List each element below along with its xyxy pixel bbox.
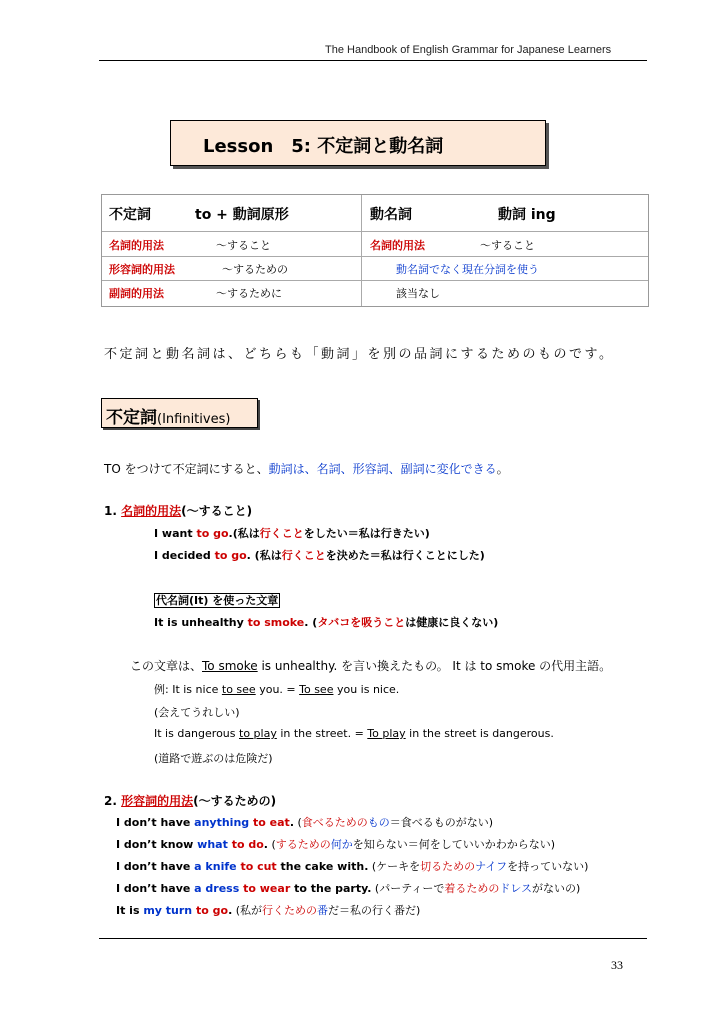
lesson-title: Lesson 5: 不定詞と動名詞 xyxy=(203,136,444,157)
s2-example-1: I don’t have anything to eat. (食べるためのもの＝食べるものがない) xyxy=(116,816,494,829)
table-cell: 動名詞でなく現在分詞を使う xyxy=(396,263,539,276)
table-cell: ～するために xyxy=(216,287,282,300)
table-cell: 該当なし xyxy=(396,287,440,300)
s1-example-1: I want to go.(私は行くことをしたい＝私は行きたい) xyxy=(154,527,430,540)
to-description: TO をつけて不定詞にすると、動詞は、名詞、形容詞、副詞に変化できる。 xyxy=(104,462,509,476)
running-header: The Handbook of English Grammar for Japanese Learners xyxy=(325,44,612,56)
section-heading-box xyxy=(101,398,258,428)
s1-heading: 1. 名詞的用法(～すること) xyxy=(104,504,253,518)
table-divider xyxy=(102,256,648,257)
lesson-title-box xyxy=(170,120,546,166)
s1-example-2: I decided to go. (私は行くことを決めた＝私は行くことにした) xyxy=(154,549,485,562)
table-divider xyxy=(102,231,648,232)
s1-note: この文章は、To smoke is unhealthy. を言い換えたもの。 It は to smoke の代用主語。 xyxy=(130,659,612,673)
table-cell: ～すること xyxy=(480,239,535,252)
s2-example-5: It is my turn to go. (私が行くための番だ＝私の行く番だ) xyxy=(116,904,421,917)
table-cell-label: 名詞的用法 xyxy=(109,239,164,252)
table-cell: ～するための xyxy=(222,263,288,276)
to-description-highlight: 動詞は、名詞、形容詞、副詞に変化できる xyxy=(268,462,497,476)
table-cell-label: 形容詞的用法 xyxy=(109,263,175,276)
table-head-gerund: 動名詞 xyxy=(370,207,412,223)
header-rule xyxy=(99,60,647,61)
s2-example-4: I don’t have a dress to wear to the party. (パーティーで着るためのドレスがないの) xyxy=(116,882,581,895)
footer-rule xyxy=(99,938,647,939)
s1-example-3: It is unhealthy to smoke. (タバコを吸うことは健康に良くない) xyxy=(154,616,499,629)
table-head-infinitive: 不定詞 xyxy=(109,207,151,223)
s2-example-2: I don’t know what to do. (するための何かを知らない＝何をしていいかわからない) xyxy=(116,838,556,851)
s2-example-3: I don’t have a knife to cut the cake with. (ケーキを切るためのナイフを持っていない) xyxy=(116,860,589,873)
s1-example-4-translation: (会えてうれしい) xyxy=(154,706,240,719)
s1-pronoun-box: 代名詞(It) を使った文章 xyxy=(156,594,279,607)
table-head-infinitive-form: to + 動詞原形 xyxy=(195,207,289,223)
table-cell-label: 名詞的用法 xyxy=(370,239,425,252)
page-number: 33 xyxy=(611,958,623,972)
s1-example-5-translation: (道路で遊ぶのは危険だ) xyxy=(154,752,273,765)
section-subtitle: (Infinitives) xyxy=(157,412,231,427)
section-title: 不定詞 xyxy=(106,408,157,428)
table-head-gerund-form: 動詞 ing xyxy=(498,207,556,223)
table-cell: ～すること xyxy=(216,239,271,252)
table-divider xyxy=(102,280,648,281)
table-divider xyxy=(361,195,362,306)
s2-heading: 2. 形容詞的用法(～するための) xyxy=(104,794,277,808)
s1-example-5: It is dangerous to play in the street. = To play in the street is dangerous. xyxy=(154,727,554,740)
s1-example-4: 例: It is nice to see you. = To see you is nice. xyxy=(154,683,400,696)
intro-text: 不定詞と動名詞は、どちらも「動詞」を別の品詞にするためのものです。 xyxy=(104,347,615,362)
summary-table xyxy=(101,194,649,307)
table-cell-label: 副詞的用法 xyxy=(109,287,164,300)
